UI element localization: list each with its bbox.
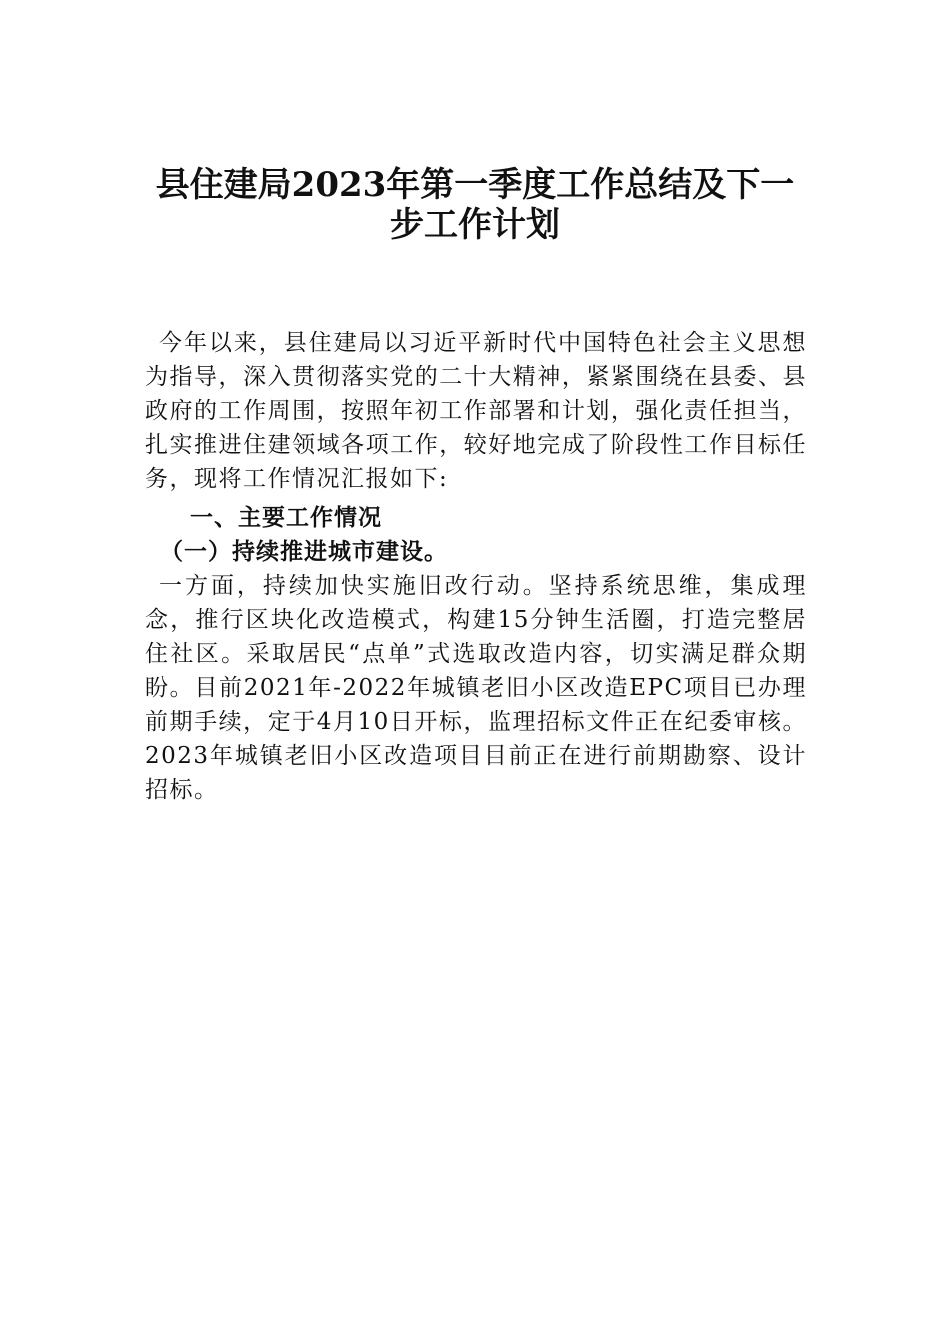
body-paragraph: 一方面，持续加快实施旧改行动。坚持系统思维，集成理念，推行区块化改造模式，构建15分钟生活圈，打造完整居住社区。采取居民“点单”式选取改造内容，切实满足群众期盼。目前2021年-2022年城镇老旧小区改造EPC项目已办理前期手续，定于4月10日开标，监理招标文件正在纪委审核。2023年城镇老旧小区改造项目目前正在进行前期勘察、设计招标。 bbox=[145, 573, 807, 803]
intro-paragraph: 今年以来，县住建局以习近平新时代中国特色社会主义思想为指导，深入贯彻落实党的二十大精神，紧紧围绕在县委、县政府的工作周围，按照年初工作部署和计划，强化责任担当，扎实推进住建领域各项工作，较好地完成了阶段性工作目标任务，现将工作情况汇报如下: bbox=[145, 330, 807, 492]
document-title-line-2: 步工作计划 bbox=[390, 205, 560, 245]
section-heading: 一、主要工作情况 bbox=[190, 504, 382, 531]
document-title-line-1: 县住建局2023年第一季度工作总结及下一 bbox=[155, 165, 795, 205]
subsection-heading: （一）持续推进城市建设。 bbox=[160, 538, 448, 565]
